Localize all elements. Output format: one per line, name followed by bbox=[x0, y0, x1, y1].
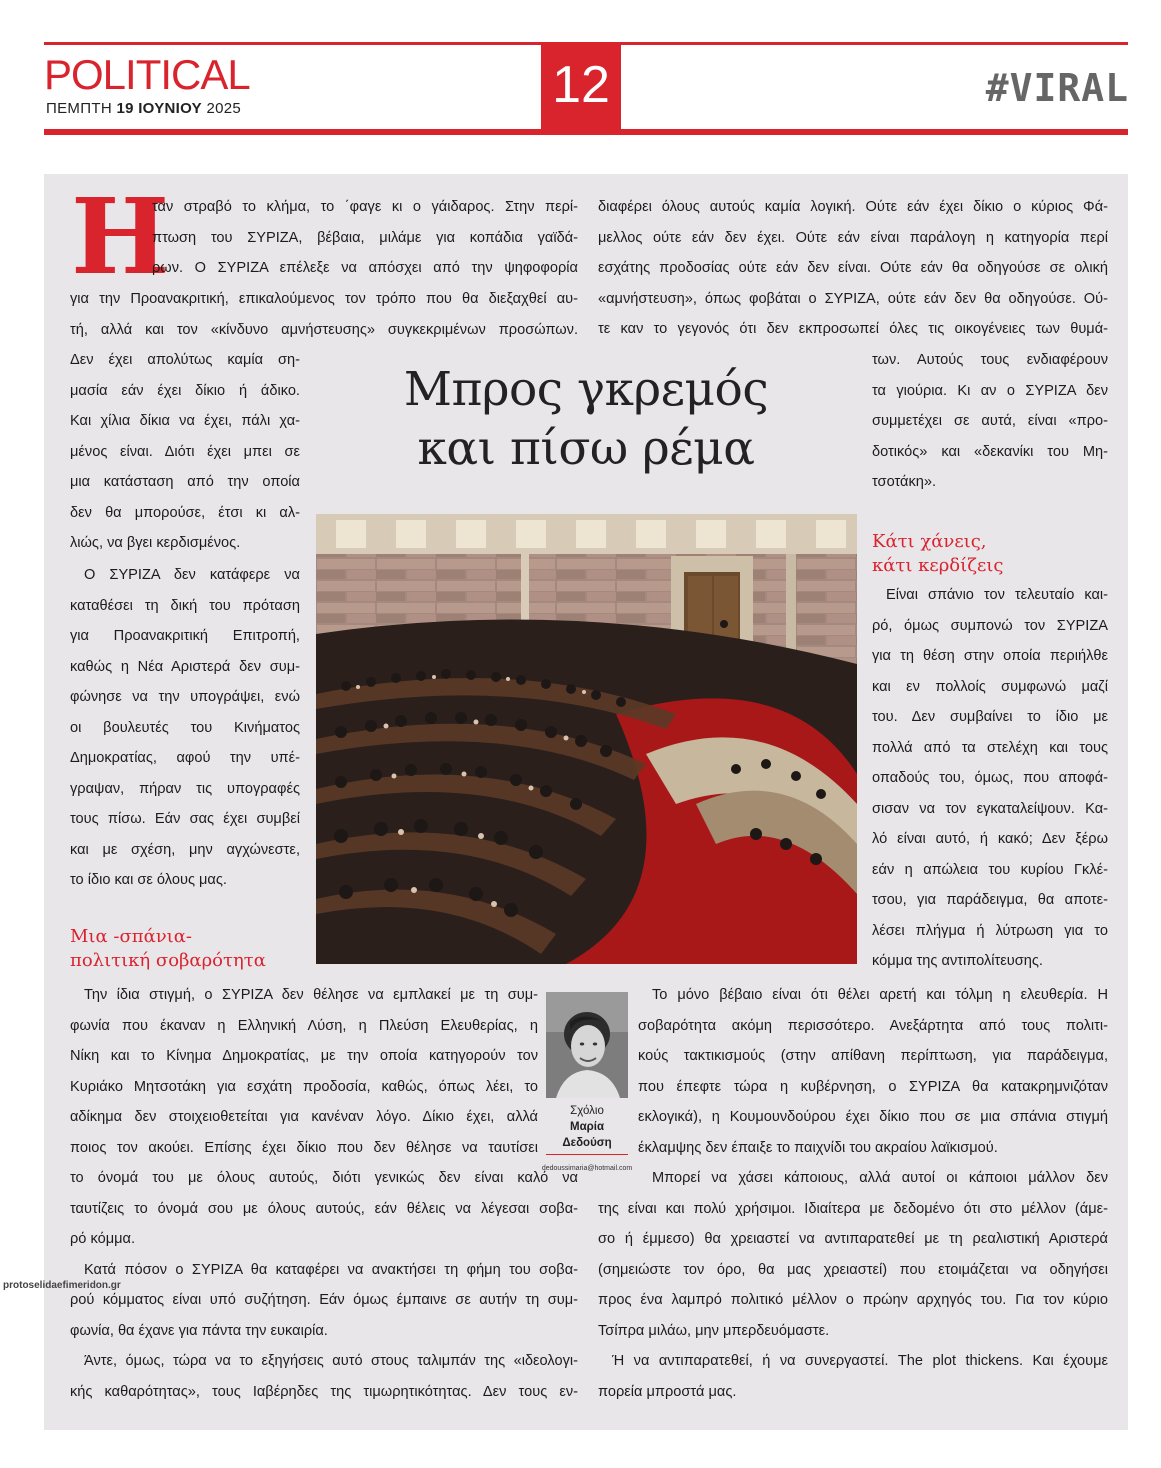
page-number: 12 bbox=[541, 42, 621, 129]
author-label: Σχόλιο bbox=[570, 1105, 604, 1117]
parliament-photo bbox=[316, 514, 857, 964]
author-email[interactable]: dedoussimaria@hotmail.com bbox=[541, 1165, 633, 1172]
header-bottom-rule bbox=[44, 129, 1128, 135]
col2-bottom-text-b: Μπορεί να χάσει κάποιους, αλλά αυτοί οι κάποιοι μάλλον δεν της είναι και πολύ χρήσιμοι. Ιδιαίτερα με δεδομένο ότι στο μέλλον (άμε- σο ή έμμεσο) θα χρειαστεί να αντιπαρατεθεί με τη ρεαλιστική Αριστερά (σημειώστε τον όρο, θα μας χρειαστεί) που ετοιμάζεται να οδηγήσει προς ένα λαμπρό πολιτικό μέλλον ο πρώην αρχηγός του. Για τον κύριο Τσίπρα μιλάω, μην μπερδευόμαστε. Ή να αντιπαρατεθεί, ή να συνεργαστεί. The plot thickens. Και έχουμε πορεία μπροστά μας. bbox=[598, 1170, 1108, 1400]
col1-top-text: ταν στραβό το κλήμα, το ΄φαγε κι ο γάιδαρος. Στην περί- πτωση του ΣΥΡΙΖΑ, βέβαια, μιλάμε για κοπάδια γαϊδά- ρων. Ο ΣΥΡΙΖΑ επέλεξε να απόσχει από την ψηφοφορία bbox=[152, 199, 578, 276]
col1-bottom-text-b: το όνομά του με όλους αυτούς, διότι γενικώς δεν είναι καλό να ταυτίζεις το όνομά σου με όλους αυτούς, εάν θέλεις να λέγεσαι σοβα- ρό κόμμα. Κατά πόσον ο ΣΥΡΙΖΑ θα καταφέρει να ανακτήσει τη φήμη του σοβα- ρού κόμματος είναι υπό συζήτηση. Εάν όμως έμπαινε σε αυτήν τη συμ- φωνία, θα έχανε για πάντα την ευκαιρία. Άντε, όμως, τώρα να το εξηγήσεις αυτό στους ταλιμπάν της «ιδεολογι- κής καθαρότητας», τους Ιαβέρηδες της τιμωρητικότητας. Δεν τους εν- bbox=[70, 1170, 578, 1400]
col1-narrow-text: Δεν έχει απολύτως καμία ση- μασία εάν έχει δίκιο ή άδικο. Και χίλια δίκια να έχει, πάλι χα- μένος είναι. Διότι έχει μπει σε μια κατάσταση από την οποία δεν θα μπορούσε, έτσι κι αλ- λιώς, να βγει κερδισμένος. bbox=[70, 352, 300, 551]
col3-narrow-text: των. Αυτούς τους ενδιαφέρουν τα γιούρια. Κι αν ο ΣΥΡΙΖΑ δεν συμμετέχει σε αυτά, είναι «προ- δοτικός» και «δεκανίκι του Μη- τσοτάκη». bbox=[872, 352, 1108, 490]
site-watermark: protoselidaefimeridon.gr bbox=[3, 1280, 121, 1291]
headline: Μπρος γκρεμός και πίσω ρέμα bbox=[403, 362, 769, 476]
col2-bottom-text-a: Το μόνο βέβαιο είναι ότι θέλει αρετή και τόλμη η ελευθερία. Η σοβαρότητα ακόμη περισσότερο. Ανεξάρτητα από τους πολιτι- κούς τακτικισμούς (στην απίθανη περίπτωση, για παράδειγμα, που έπεφτε τώρα η κυβέρνηση, ο ΣΥΡΙΖΑ θα κατακρημνιζόταν εκλογικά), η Κουμουνδούρου έχει δίκιο που σε μια σπάνια στιγμή έκλαμψης δεν έπαιξε το παιχνίδι του ακραίου λαϊκισμού. bbox=[638, 987, 1108, 1156]
subheading-1: Μια -σπάνια- πολιτική σοβαρότητα bbox=[70, 926, 266, 971]
author-photo bbox=[546, 992, 628, 1098]
subheading-2: Κάτι χάνεις, κάτι κερδίζεις bbox=[872, 531, 1004, 576]
author-last-name: Δεδούση bbox=[562, 1137, 612, 1149]
col1-bottom-text-a: Την ίδια στιγμή, ο ΣΥΡΙΖΑ δεν θέλησε να εμπλακεί με τη συμ- φωνία που έκαναν η Ελληνική Λύση, η Πλεύση Ελευθερίας, η Νίκη και το Κίνημα Δημοκρατίας, με την οποία κατηγορούν τον Κυριάκο Μητσοτάκη για εσχάτη προδοσία, καθώς, όπως λέει, το αδίκημα δεν στοιχειοθετείται για κανέναν λόγο. Δίκιο έχει, αλλά ποιος τον ακούει. Επίσης έχει δίκιο που δεν θέλησε να ταυτίσει bbox=[70, 987, 538, 1156]
author-caption bbox=[546, 1103, 628, 1155]
col1-top-text-wide: για την Προανακριτική, επικαλούμενος τον τρόπο που θα διεξαχθεί αυ- τή, αλλά και τον «κίνδυνο αμνήστευσης» συγκεκριμένων προσώπων. bbox=[70, 291, 578, 338]
col3-para: Είναι σπάνιο τον τελευταίο και- ρό, όμως συμπονώ τον ΣΥΡΙΖΑ για τη θέση στην οποία περιήλθε και εν πολλοίς συμφωνώ μαζί του. Δεν συμβαίνει το ίδιο με πολλά από τα στελέχη και τους οπαδούς του, όμως, που αποφά- σισαν να τον εγκαταλείψουν. Κα- λό είναι αυτό, ή κακό; Δεν ξέρω εάν η απώλεια του κυρίου Γκλέ- τσου, για παράδειγμα, θα αποτε- λέσει πλήγμα ή λύτρωση για το κόμμα της αντιπολίτευσης. bbox=[872, 587, 1108, 969]
col2-top-text: διαφέρει όλους αυτούς καμία λογική. Ούτε εάν έχει δίκιο ο κύριος Φά- μελλος ούτε εάν δεν έχει. Ούτε εάν είναι παράλογη η κατηγορία περί εσχάτης προδοσίας ούτε εάν δεν είναι. Ούτε εάν θα οδηγούσε σε ολική «αμνήστευση», όπως φοβάται ο ΣΥΡΙΖΑ, ούτε εάν δεν θα οδηγούσε. Ού- τε καν το γεγονός ότι δεν εκπροσωπεί όλες τις οικογένειες των θυμά- bbox=[598, 199, 1108, 337]
issue-date: ΠΕΜΠΤΗ 19 ΙΟΥΝΙΟΥ 2025 bbox=[46, 100, 242, 117]
section-tag: #VIRAL bbox=[985, 66, 1129, 110]
drop-cap: Η bbox=[71, 175, 170, 298]
section-title: POLITICAL bbox=[44, 51, 250, 98]
col1-para2: Ο ΣΥΡΙΖΑ δεν κατάφερε να καταθέσει τη δική του πρόταση για Προανακριτική Επιτροπή, καθώς η Νέα Αριστερά δεν συμ- φώνησε να την υπογράψει, ενώ οι βουλευτές του Κινήματος Δημοκρατίας, αφού την υπέ- γραψαν, πήραν τις υπογραφές τους πίσω. Εάν σας έχει συμβεί και με σχέση, μην αγχώνεστε, το ίδιο και σε όλους μας. bbox=[70, 567, 300, 888]
author-first-name: Μαρία bbox=[569, 1121, 605, 1133]
